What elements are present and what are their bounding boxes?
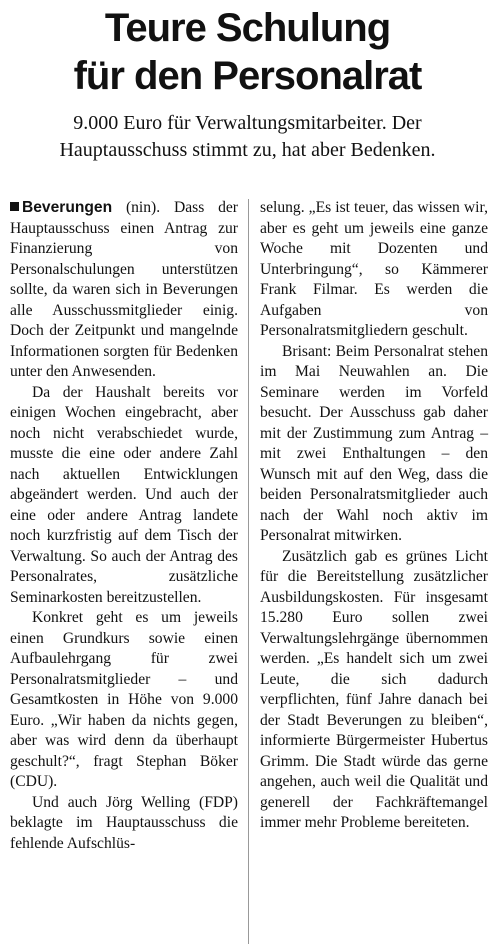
paragraph: Brisant: Beim Personalrat stehen im Mai Neuwahlen an. Die Seminare werden im Vorfeld besucht. Der Ausschuss gab daher mit der Zustimmung zum Antrag – mit zwei Enthaltungen – den Wunsch mit auf den Weg, dass die beiden Personalratsmitglieder auch nach der Wahl noch aktiv im Personalrat mitwirken.: [260, 342, 488, 544]
subtitle-line-2: Hauptausschuss stimmt zu, hat aber Bedenken.: [59, 139, 436, 161]
paragraph: Konkret geht es um jeweils einen Grundkurs sowie einen Aufbaulehrgang für zwei Personalratsmitglieder – und Gesamtkosten in Höhe von 9.000 Euro. „Wir haben da nichts gegen, aber was wird denn da überhaupt geschult?“, fragt Stephan Böker (CDU).: [10, 609, 238, 790]
dateline: Beverungen: [22, 199, 113, 216]
paragraph: selung. „Es ist teuer, das wissen wir, aber es geht um jeweils eine ganze Woche mit Dozenten und Unterbringung“, so Kämmerer Frank Filmar. Es werden die Aufgaben von Personalratsmitgliedern geschult.: [260, 199, 488, 339]
paragraph: Da der Haushalt bereits vor einigen Wochen eingebracht, aber noch nicht verabschiedet wurde, musste die eine oder andere Zahl nach aktuellen Entwicklungen abgeändert werden. Und auch der eine oder andere Antrag landete noch kurzfristig auf dem Tisch der Verwaltung. So auch der Antrag des Personalrates, zusätzliche Seminarkosten bereitzustellen.: [10, 383, 238, 606]
column-right: [260, 198, 488, 854]
subtitle: [0, 110, 495, 164]
headline-line-2: für den Personalrat: [73, 54, 422, 98]
paragraph: Und auch Jörg Welling (FDP) beklagte im Hauptausschuss die fehlende Aufschlüs-: [10, 793, 238, 852]
headline-line-1: Teure Schulung: [104, 6, 391, 50]
paragraph: [10, 198, 238, 383]
column-divider: [248, 199, 249, 944]
headline: [0, 0, 495, 100]
article-body: [10, 198, 488, 854]
column-left: [10, 198, 238, 854]
dateline-bullet-icon: [10, 202, 19, 211]
subtitle-line-1: 9.000 Euro für Verwaltungsmitarbeiter. Der: [73, 112, 422, 134]
paragraph: Zusätzlich gab es grünes Licht für die Bereitstellung zusätzlicher Ausbildungskosten. Für insgesamt 15.280 Euro sollen zwei Verwaltungslehrgänge übernommen werden. „Es handelt sich um zwei Leute, die sich dadurch verpflichten, fünf Jahre danach bei der Stadt Beverungen zu bleiben“, informierte Bürgermeister Hubertus Grimm. Die Stadt würde das gerne angehen, auch weil die Qualität und generell der Fachkräftemangel immer mehr Probleme bereiteten.: [260, 547, 488, 831]
paragraph-text: (nin). Dass der Hauptausschuss einen Antrag zur Finanzierung von Personalschulungen unterstützen sollte, da waren sich in Beverungen alle Ausschussmitglieder einig. Doch der Zeitpunkt und mangelnde Informationen sorgten für Bedenken unter den Anwesenden.: [10, 199, 238, 380]
